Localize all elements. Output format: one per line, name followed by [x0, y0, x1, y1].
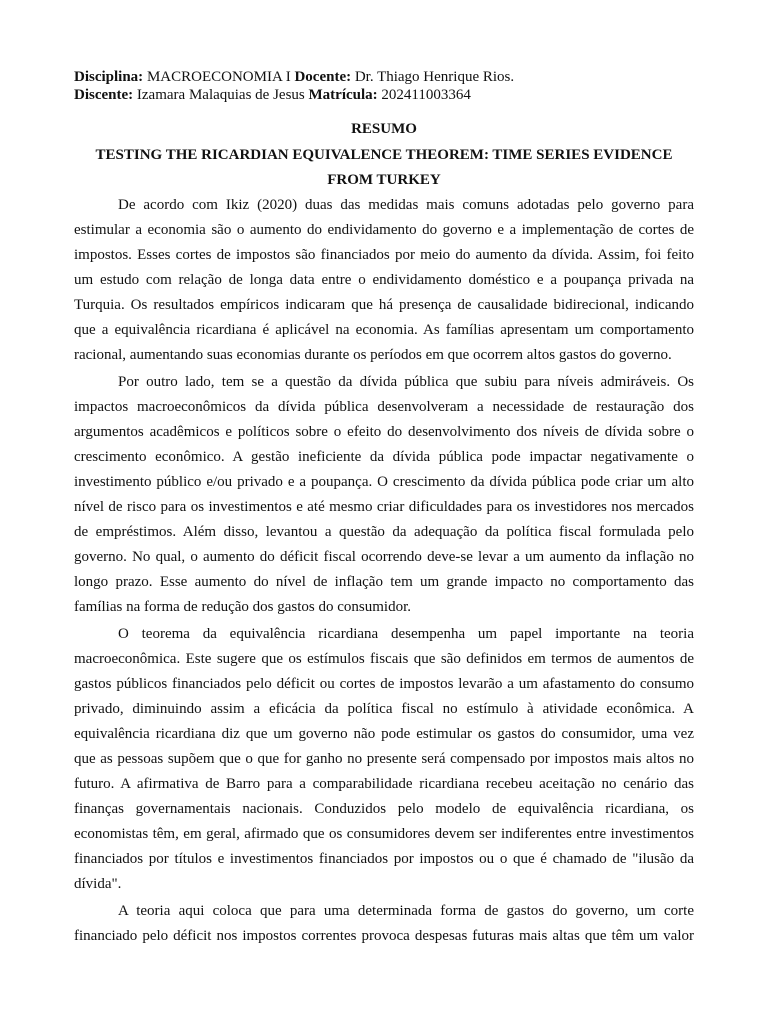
paragraph-line: Turquia. Os resultados empíricos indicaram que há presença de causalidade bidirecional, indicando	[74, 297, 694, 313]
document-body	[74, 117, 694, 949]
paragraph-line: que a equivalência ricardiana é aplicável na economia. As famílias apresentam um comportamento	[74, 322, 694, 338]
paragraph-line: economistas têm, em geral, afirmado que os consumidores devem ser indiferentes entre investimentos	[74, 826, 694, 842]
paragraph-line: finanças governamentais nacionais. Conduzidos pelo modelo de equivalência ricardiana, os	[74, 801, 694, 817]
paragraph-line: financiado pelo déficit nos impostos correntes provoca despesas futuras mais altas que têm um valor	[74, 928, 694, 944]
title-line: TESTING THE RICARDIAN EQUIVALENCE THEOREM: TIME SERIES EVIDENCE	[95, 147, 673, 163]
paragraph-line: macroeconômica. Este sugere que os estímulos fiscais que são definidos em termos de aumentos de	[74, 651, 694, 667]
paragraph-line: impostos. Esses cortes de impostos são financiados por meio do aumento da dívida. Assim, foi feito	[74, 247, 694, 263]
paragraph-line: argumentos acadêmicos e políticos sobre o efeito do desenvolvimento dos níveis de dívida sobre o	[74, 424, 694, 440]
paragraph-line: longo prazo. Esse aumento do nível de inflação tem um grande impacto no comportamento das	[74, 574, 694, 590]
discente-value: Izamara Malaquias de Jesus	[136, 87, 305, 103]
discente-label: Discente:	[74, 87, 134, 103]
paragraph-line: investimento público e/ou privado e a poupança. O crescimento da dívida pública pode criar um alto	[74, 474, 694, 490]
paragraph-line: equivalência ricardiana diz que um governo não pode estimular os gastos do consumidor, uma vez	[74, 726, 694, 742]
paragraph-line: crescimento econômico. A gestão ineficiente da dívida pública pode impactar negativamente o	[74, 449, 694, 465]
docente-label: Docente:	[294, 69, 352, 85]
paragraph-line: famílias na forma de redução dos gastos do consumidor.	[74, 599, 412, 615]
paragraph-line: Por outro lado, tem se a questão da dívida pública que subiu para níveis admiráveis. Os	[118, 374, 694, 390]
paragraph-4	[74, 899, 694, 949]
paragraph-line: financiados por títulos e investimentos financiados por impostos ou o que é chamado de "ilusão da	[74, 851, 694, 867]
disciplina-label: Disciplina:	[74, 69, 144, 85]
paragraph-line: racional, aumentando suas economias durante os períodos em que ocorrem altos gastos do governo.	[74, 347, 672, 363]
paragraph-line: que as pessoas supõem que o que for ganho no presente será compensado por impostos mais altos no	[74, 751, 694, 767]
paragraph-line: um estudo com relação de longa data entre o endividamento doméstico e a poupança privada na	[74, 272, 694, 288]
matricula-label: Matrícula:	[308, 87, 378, 103]
title-line: FROM TURKEY	[327, 172, 441, 188]
docente-value: Dr. Thiago Henrique Rios.	[354, 69, 515, 85]
header-line-student	[74, 86, 694, 104]
paragraph-1	[74, 193, 694, 368]
document-header	[74, 68, 694, 104]
paragraph-line: nível de risco para os investimentos e até mesmo criar dificuldades para os investidores nos mercados	[74, 499, 694, 515]
paragraph-line: privado, diminuindo assim a eficácia da política fiscal no estímulo à atividade econômica. A	[74, 701, 694, 717]
disciplina-value: MACROECONOMIA I	[146, 69, 291, 85]
paragraph-line: de empréstimos. Além disso, levantou a questão da adequação da política fiscal formulada pelo	[74, 524, 694, 540]
paragraph-3	[74, 622, 694, 897]
paragraph-line: O teorema da equivalência ricardiana desempenha um papel importante na teoria	[118, 626, 694, 642]
paragraph-line: estimular a economia são o aumento do endividamento do governo e a implementação de cortes de	[74, 222, 694, 238]
paragraph-line: governo. No qual, o aumento do déficit fiscal ocorrendo deve-se levar a um aumento da inflação no	[74, 549, 694, 565]
paragraph-line: dívida".	[74, 876, 122, 892]
paragraph-2	[74, 370, 694, 620]
section-heading: RESUMO	[351, 121, 417, 137]
paragraph-line: impactos macroeconômicos da dívida pública desenvolveram a necessidade de restauração dos	[74, 399, 694, 415]
paragraph-line: De acordo com Ikiz (2020) duas das medidas mais comuns adotadas pelo governo para	[118, 197, 694, 213]
matricula-value: 202411003364	[381, 87, 471, 103]
paragraph-line: futuro. A afirmativa de Barro para a comparabilidade ricardiana recebeu aceitação no cenário das	[74, 776, 694, 792]
paragraph-line: gastos públicos financiados pelo déficit ou cortes de impostos levarão a um afastamento do consumo	[74, 676, 694, 692]
header-line-course	[74, 68, 694, 86]
paragraph-line: A teoria aqui coloca que para uma determinada forma de gastos do governo, um corte	[118, 903, 694, 919]
